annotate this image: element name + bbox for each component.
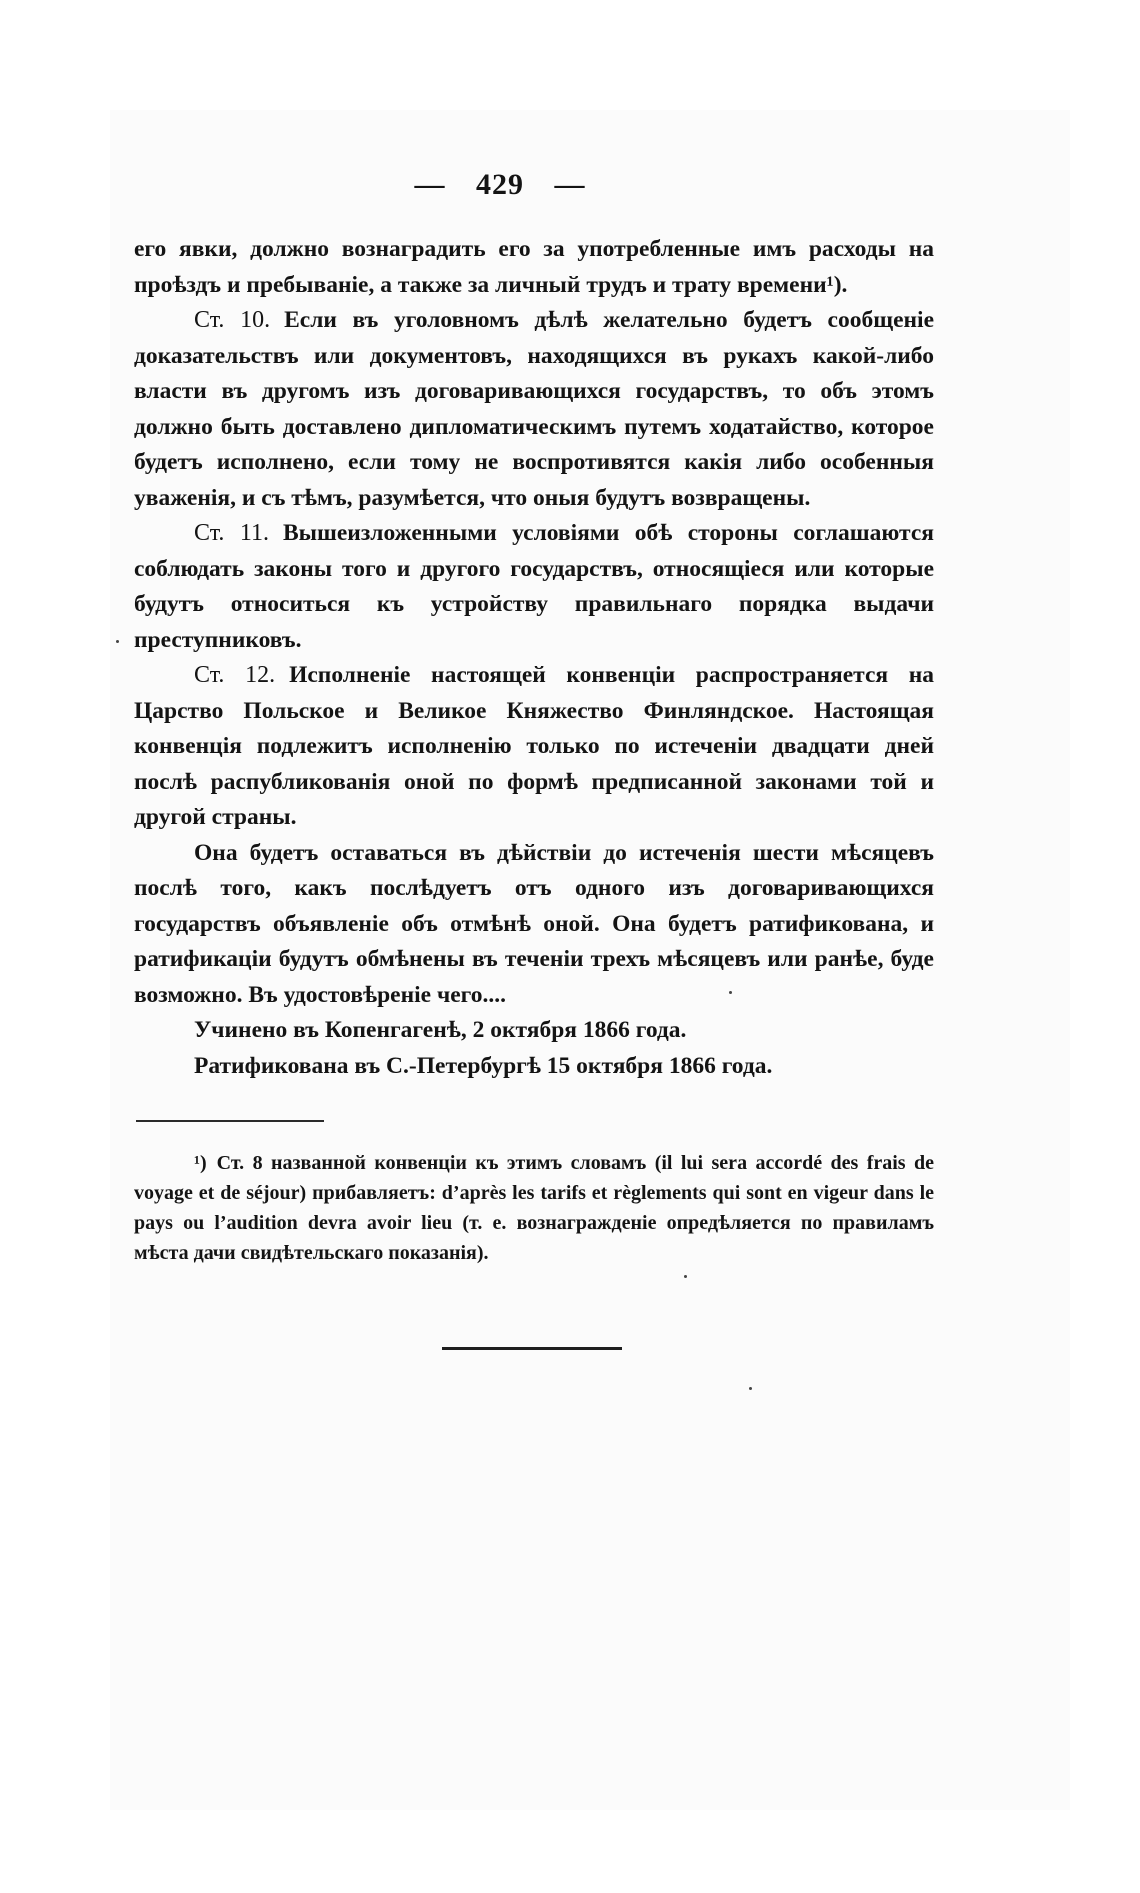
header-dash-left: — xyxy=(414,168,446,201)
article-number: Ст. 11. xyxy=(194,520,269,546)
article-12 xyxy=(134,658,934,836)
article-number: Ст. 10. xyxy=(194,307,271,333)
end-rule xyxy=(442,1347,622,1350)
body-text xyxy=(134,232,934,1084)
page-header xyxy=(0,168,1000,202)
validity-paragraph: Она будетъ оставаться въ дѣйствіи до истеченія шести мѣсяцевъ послѣ того, какъ послѣдуетъ отъ одного изъ договаривающихся государствъ объявленіе объ отмѣнѣ оной. Она будетъ ратификована, и ратификаціи будутъ обмѣнены въ теченіи трехъ мѣсяцевъ или ранѣе, буде возможно. Въ удостовѣреніе чего.... xyxy=(134,839,934,1008)
footnote-text: Ст. 8 названной конвенціи къ этимъ словамъ (il lui sera accordé des frais de voyage et de séjour) прибавляетъ: d’après les tarifs et règlements qui sont en vigeur dans le pays ou l’audition devra avoir lieu (т. е. вознагражденіе опредѣляется по правиламъ мѣста дачи свидѣтельскаго показанія). xyxy=(134,1152,934,1264)
article-text: Если въ уголовномъ дѣлѣ желательно будетъ сообщеніе доказательствъ или документовъ, находящихся въ рукахъ какой-либо власти въ другомъ изъ договаривающихся государствъ, то объ этомъ должно быть доставлено дипломатическимъ путемъ ходатайство, которое будетъ исполнено, если тому не воспротивятся какія либо особенныя уваженія, и съ тѣмъ, разумѣется, что оныя будутъ возвращены. xyxy=(134,307,935,511)
article-number: Ст. 12. xyxy=(194,662,276,688)
scan-speck xyxy=(684,1275,687,1278)
signed-line: Учинено въ Копенгагенѣ, 2 октября 1866 года. xyxy=(194,1017,687,1043)
article-text: Исполненіе настоящей конвенціи распространяется на Царство Польское и Великое Княжество Финляндское. Настоящая конвенція подлежитъ исполненію только по истеченіи двадцати дней послѣ распубликованія оной по формѣ предписанной законами той и другой страны. xyxy=(134,662,934,830)
article-11 xyxy=(134,516,934,658)
article-text: Вышеизложенными условіями обѣ стороны соглашаются соблюдать законы того и другого государствъ, относящіеся или которые будутъ относиться къ устройству правильнаго порядка выдачи преступниковъ. xyxy=(134,520,935,653)
scan-speck xyxy=(116,640,119,643)
page-number: 429 xyxy=(476,168,524,201)
footnote-separator xyxy=(136,1120,324,1122)
scan-speck xyxy=(729,991,732,994)
article-10 xyxy=(134,303,934,516)
footnote-marker: ¹) xyxy=(194,1152,207,1174)
header-dash-right: — xyxy=(554,168,586,201)
scan-speck xyxy=(749,1387,752,1390)
ratified-line: Ратификована въ С.-Петербургѣ 15 октября 1866 года. xyxy=(194,1052,773,1079)
footnote xyxy=(134,1148,934,1268)
continuation-paragraph: его явки, должно вознаградить его за употребленные имъ расходы на проѣздъ и пребываніе, а также за личный трудъ и трату времени¹). xyxy=(134,236,934,298)
